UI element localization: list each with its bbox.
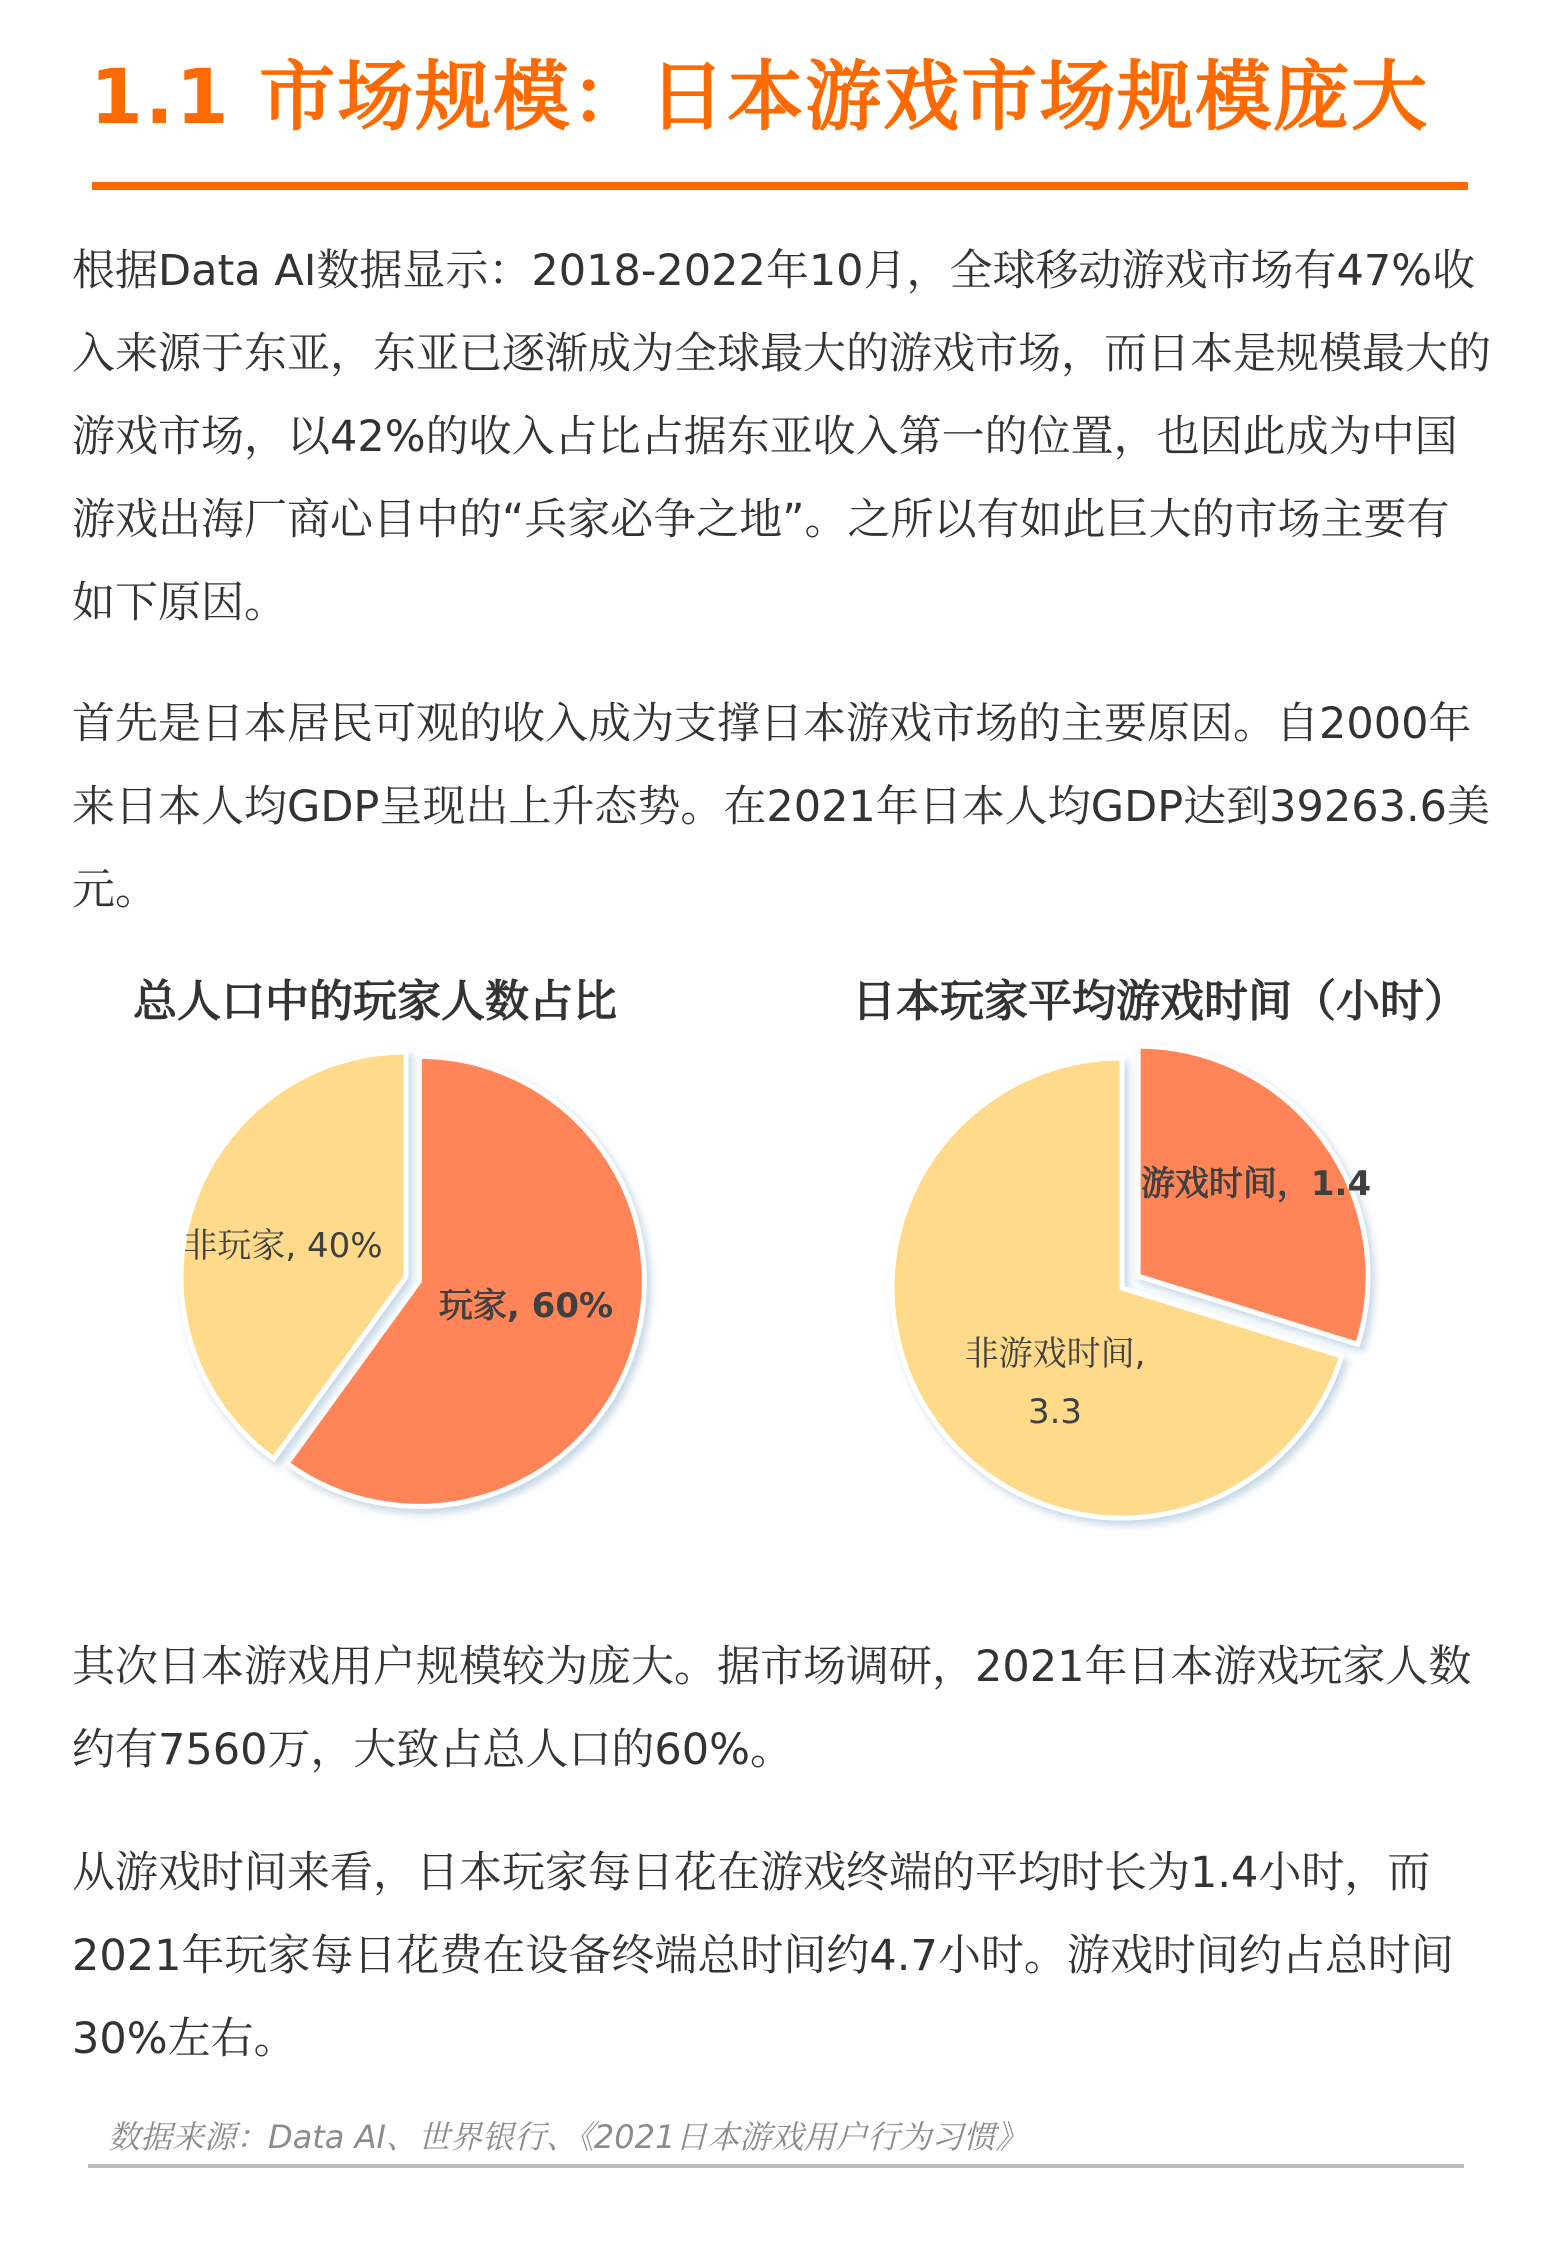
paragraph-play-time: 从游戏时间来看，日本玩家每日花在游戏终端的平均时长为1.4小时，而2021年玩家每日花费在设备终端总时间约4.7小时。游戏时间约占总时间30%左右。 — [72, 1848, 1454, 2064]
chart2-title: 日本玩家平均游戏时间（小时） — [852, 976, 1468, 1027]
page-title: 1.1 市场规模：日本游戏市场规模庞大 — [90, 52, 1430, 141]
paragraph-market-overview: 根据Data AI数据显示：2018-2022年10月，全球移动游戏市场有47%收入来源于东亚，东亚已逐渐成为全球最大的游戏市场，而日本是规模最大的游戏市场，以42%的收入占比占据东亚收入第一的位置，也因此成为中国游戏出海厂商心目中的“兵家必争之地”。之所以有如此巨大的市场主要有如下原因。 — [72, 246, 1491, 628]
pie-label-非玩家: 非玩家, 40% — [183, 1226, 383, 1266]
pie-label-游戏时间: 游戏时间，1.4 — [1140, 1164, 1372, 1204]
chart1-title: 总人口中的玩家人数占比 — [133, 976, 617, 1027]
pie-label-非游戏时间: 非游戏时间, — [964, 1334, 1146, 1374]
pie-label-value-非游戏时间: 3.3 — [1027, 1392, 1083, 1432]
play-time-pie-chart — [860, 1030, 1400, 1550]
data-source-note: 数据来源：Data AI、世界银行、《2021日本游戏用户行为习惯》 — [108, 2118, 1028, 2156]
pie-label-玩家: 玩家, 60% — [438, 1286, 614, 1326]
title-underline — [92, 182, 1468, 190]
player-share-pie-chart — [140, 1030, 680, 1550]
paragraph-income: 首先是日本居民可观的收入成为支撑日本游戏市场的主要原因。自2000年来日本人均GDP呈现出上升态势。在2021年日本人均GDP达到39263.6美元。 — [72, 699, 1490, 915]
paragraph-user-scale: 其次日本游戏用户规模较为庞大。据市场调研，2021年日本游戏玩家人数约有7560万，大致占总人口的60%。 — [72, 1642, 1472, 1775]
source-divider — [88, 2164, 1464, 2168]
